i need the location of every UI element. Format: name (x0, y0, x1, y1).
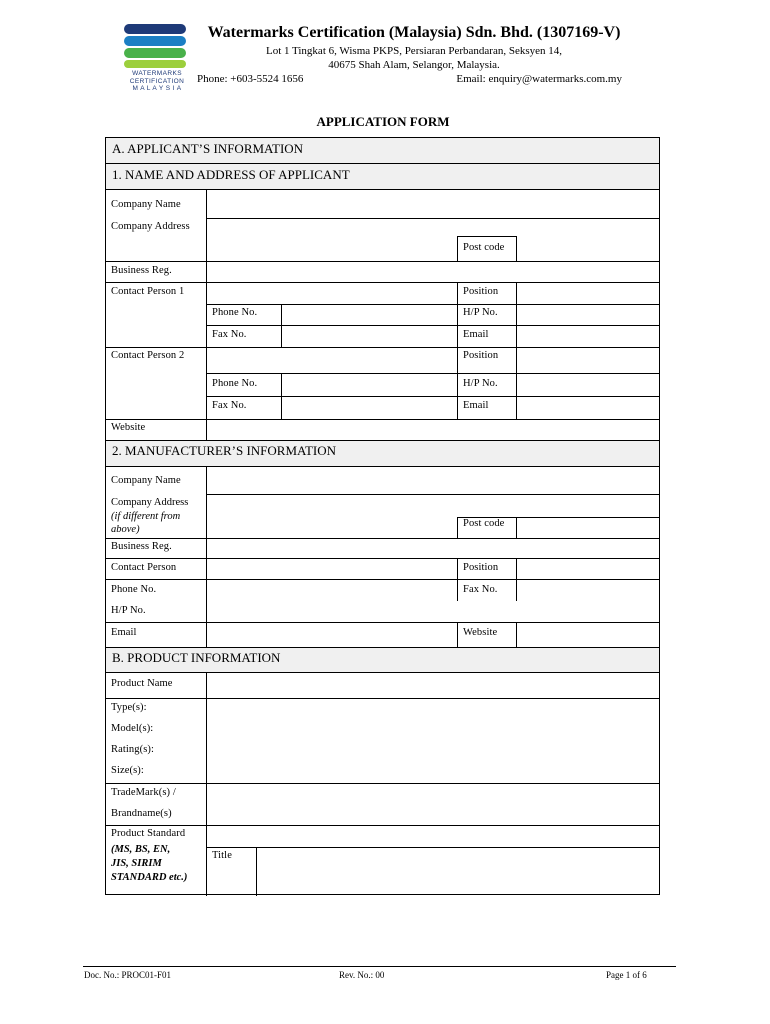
col-line (457, 236, 458, 261)
contact-person-1-hp-input[interactable] (517, 305, 659, 325)
logo-text-line-2: CERTIFICATION (129, 77, 185, 85)
form-title: APPLICATION FORM (316, 114, 450, 129)
product-name-input[interactable] (207, 673, 659, 698)
section-a-title: A. APPLICANT’S INFORMATION (112, 141, 304, 156)
contact-person-2-email-input[interactable] (517, 397, 659, 419)
label-company-address: Company Address (111, 221, 190, 232)
row-line (106, 163, 659, 164)
row-line (106, 440, 659, 441)
row-line (457, 236, 516, 237)
applicant-business-reg-input[interactable] (207, 262, 659, 282)
applicant-post-code-input[interactable] (517, 237, 659, 261)
label-contact-person-1: Contact Person 1 (111, 286, 185, 297)
label-mfr-if-different-2: above) (111, 524, 140, 535)
website-input[interactable] (207, 420, 659, 440)
col-line (457, 622, 458, 647)
label-phone-2: Phone No. (212, 378, 258, 389)
section-b-title: B. PRODUCT INFORMATION (112, 650, 281, 665)
label-mfr-company-name: Company Name (111, 475, 181, 486)
company-name-heading: Watermarks Certification (Malaysia) Sdn. Bhd. (1307169-V) (207, 24, 621, 41)
label-mfr-hp: H/P No. (111, 605, 146, 616)
address-line-1: Lot 1 Tingkat 6, Wisma PKPS, Persiaran Perbandaran, Seksyen 14, (265, 45, 563, 57)
label-mfr-contact-person: Contact Person (111, 562, 177, 573)
applicant-company-address-input[interactable] (207, 219, 659, 236)
manufacturer-fax-input[interactable] (517, 580, 659, 601)
company-email: Email: enquiry@watermarks.com.my (456, 73, 622, 85)
contact-person-2-hp-input[interactable] (517, 374, 659, 396)
label-email-1: Email (463, 329, 489, 340)
label-product-standard: Product Standard (111, 828, 186, 839)
label-fax-1: Fax No. (212, 329, 247, 340)
label-website: Website (111, 422, 146, 433)
contact-person-1-position-input[interactable] (517, 283, 659, 304)
col-line (457, 347, 458, 419)
label-types: Type(s): (111, 702, 147, 713)
label-fax-2: Fax No. (212, 400, 247, 411)
label-models: Model(s): (111, 723, 154, 734)
manufacturer-website-input[interactable] (517, 623, 659, 647)
label-mfr-if-different-1: (if different from (111, 510, 181, 522)
label-mfr-fax: Fax No. (463, 584, 498, 595)
label-position-2: Position (463, 350, 499, 361)
logo-wave-2 (124, 36, 186, 46)
col-line (457, 282, 458, 347)
manufacturer-contact-person-input[interactable] (207, 559, 457, 579)
label-mfr-address-text: Company Address (111, 497, 189, 508)
logo-text-line-3: M A L A Y S I A (132, 85, 182, 92)
contact-person-1-email-input[interactable] (517, 326, 659, 347)
footer-page: Page 1 of 6 (606, 970, 647, 980)
label-brandname: Brandname(s) (111, 808, 172, 819)
label-standard-examples-3: STANDARD etc.) (111, 872, 188, 883)
manufacturer-phone-input[interactable] (207, 580, 457, 601)
footer-divider (83, 966, 676, 967)
label-title: Title (212, 850, 232, 861)
label-contact-person-2: Contact Person 2 (111, 350, 185, 361)
label-post-code: Post code (463, 242, 505, 253)
label-hp-2: H/P No. (463, 378, 498, 389)
contact-person-2-phone-input[interactable] (282, 374, 457, 396)
label-mfr-position: Position (463, 562, 499, 573)
footer-rev-no: Rev. No.: 00 (339, 970, 385, 980)
application-form (105, 137, 660, 895)
label-standard-examples-2: JIS, SIRIM (111, 858, 162, 869)
label-mfr-business-reg: Business Reg. (111, 541, 172, 552)
address-line-2: 40675 Shah Alam, Selangor, Malaysia. (328, 59, 500, 71)
contact-person-2-position-input[interactable] (517, 348, 659, 373)
manufacturer-business-reg-input[interactable] (207, 539, 659, 558)
label-standard-examples-1: (MS, BS, EN, (111, 844, 171, 855)
contact-person-1-phone-input[interactable] (282, 305, 457, 325)
logo-text-line-1: WATERMARKS (132, 70, 182, 77)
label-company-name: Company Name (111, 199, 181, 210)
standard-title-input[interactable] (257, 848, 659, 895)
company-phone: Phone: +603-5524 1656 (197, 73, 304, 85)
label-business-reg: Business Reg. (111, 265, 172, 276)
manufacturer-email-input[interactable] (207, 623, 457, 647)
manufacturer-post-code-input[interactable] (517, 518, 659, 538)
logo-wave-1 (124, 24, 186, 34)
sub2-title: 2. MANUFACTURER’S INFORMATION (112, 443, 337, 458)
label-hp-1: H/P No. (463, 307, 498, 318)
contact-person-2-fax-input[interactable] (282, 397, 457, 419)
logo-wave-4 (124, 60, 186, 68)
label-product-name: Product Name (111, 678, 173, 689)
applicant-company-name-input[interactable] (207, 190, 659, 218)
label-mfr-email: Email (111, 627, 137, 638)
logo-text (122, 70, 192, 93)
contact-person-1-fax-input[interactable] (282, 326, 457, 347)
label-mfr-company-address (111, 496, 188, 537)
label-mfr-post-code: Post code (463, 518, 505, 529)
label-trademark: TradeMark(s) / (111, 787, 176, 798)
col-line (457, 558, 458, 601)
product-types-models-input[interactable] (207, 699, 659, 783)
manufacturer-position-input[interactable] (517, 559, 659, 579)
manufacturer-company-name-input[interactable] (207, 467, 659, 494)
label-email-2: Email (463, 400, 489, 411)
label-mfr-website: Website (463, 627, 498, 638)
label-position-1: Position (463, 286, 499, 297)
label-mfr-phone: Phone No. (111, 584, 157, 595)
sub1-title: 1. NAME AND ADDRESS OF APPLICANT (112, 167, 350, 182)
label-standard-examples (111, 843, 187, 885)
col-line (457, 517, 458, 538)
label-sizes: Size(s): (111, 765, 144, 776)
manufacturer-company-address-input[interactable] (207, 495, 659, 517)
label-ratings: Rating(s): (111, 744, 154, 755)
trademark-input[interactable] (207, 784, 659, 825)
contact-person-2-input[interactable] (207, 348, 457, 373)
manufacturer-hp-input[interactable] (207, 602, 659, 622)
contact-person-1-input[interactable] (207, 283, 457, 304)
logo-wave-3 (124, 48, 186, 58)
label-phone-1: Phone No. (212, 307, 258, 318)
footer-doc-no: Doc. No.: PROC01-F01 (84, 970, 172, 980)
product-standard-input[interactable] (207, 826, 659, 847)
row-line (106, 647, 659, 648)
